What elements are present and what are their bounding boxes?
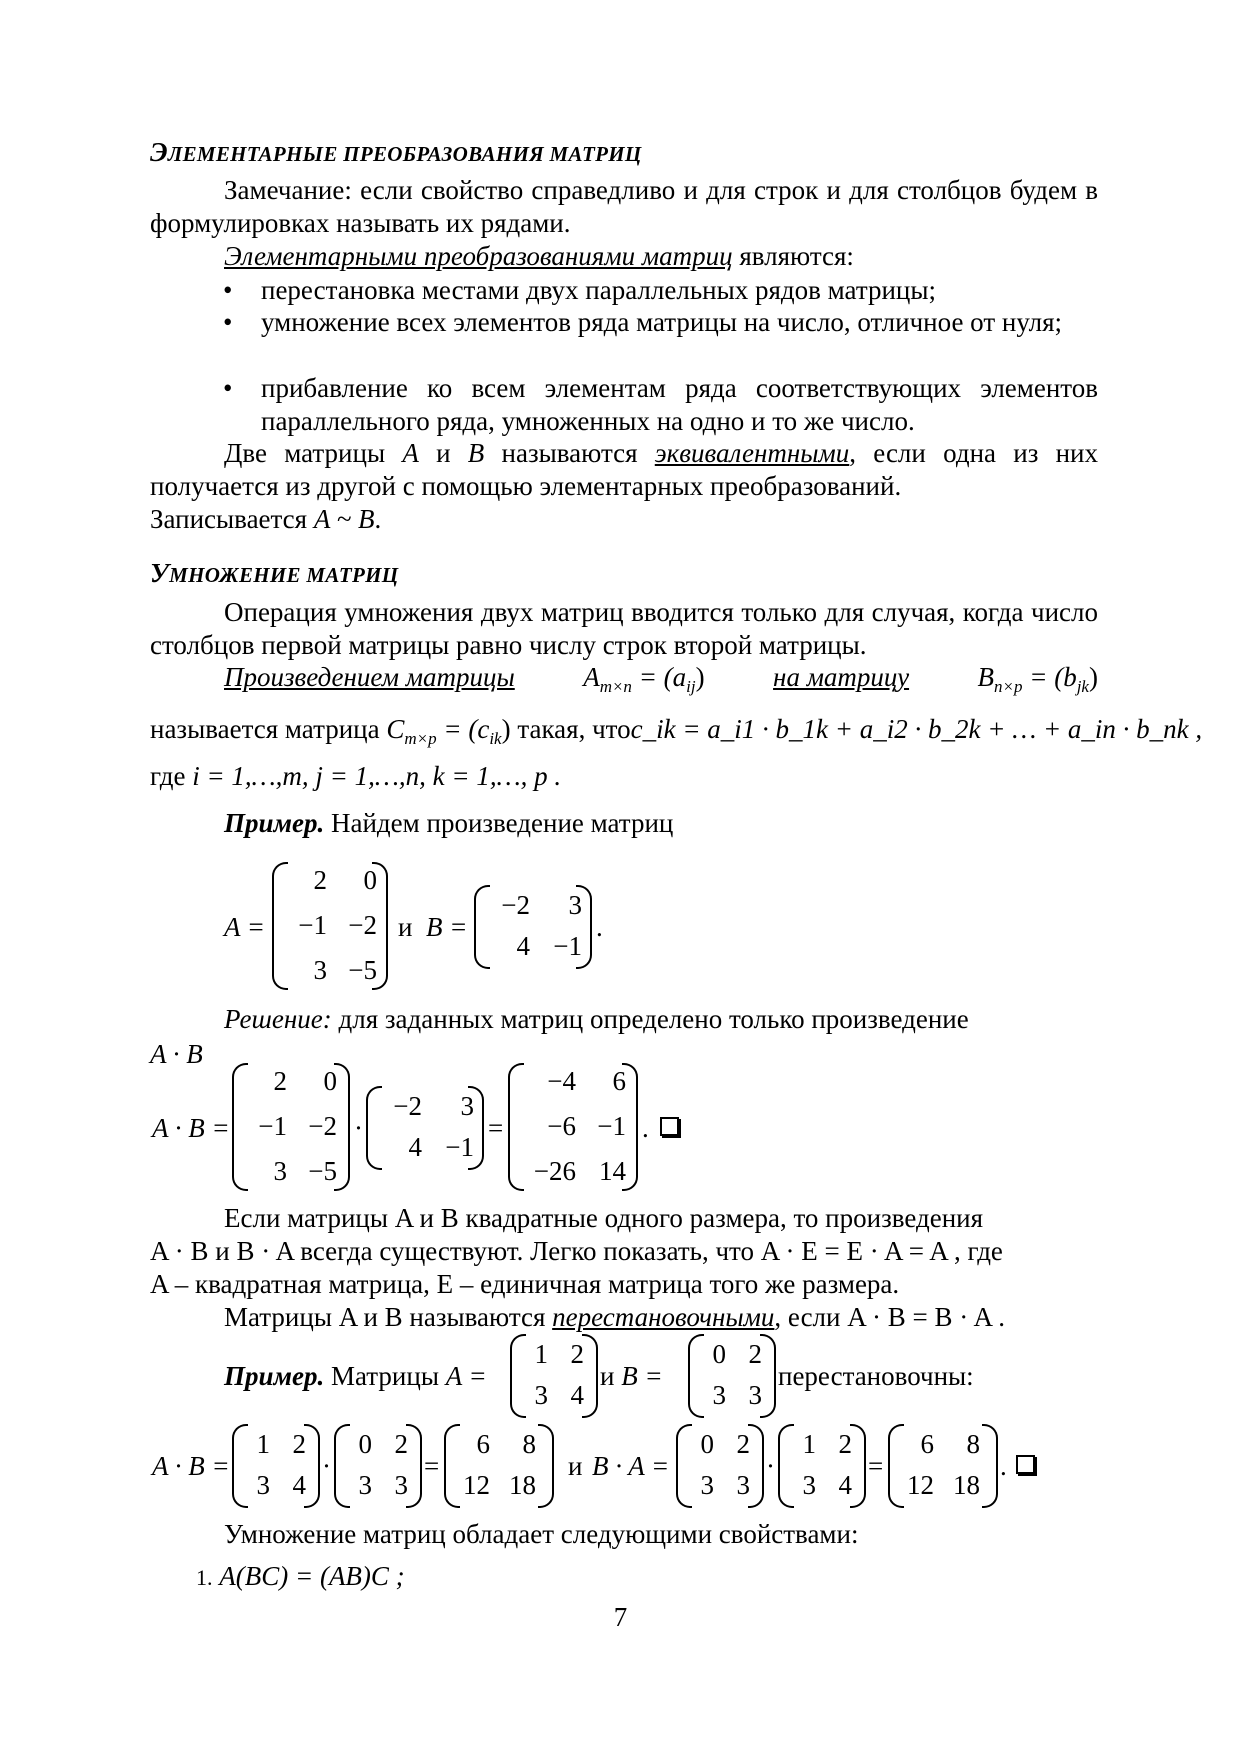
square-paragraph: Если матрицы A и B квадратные одного размера, то произведения (224, 1203, 984, 1233)
matrix-cell: 3 (748, 1380, 762, 1410)
matrix-B2-repeat-2 (676, 1424, 764, 1508)
matrix-cell: 8 (522, 1429, 536, 1459)
equals: = (488, 1113, 504, 1143)
matrix-cell: −2 (393, 1091, 422, 1121)
formula-A: $A_{m\times n} = (a_{ij})$ (583, 662, 705, 696)
property-item-1: 1. A(BC) = (AB)C ; (196, 1561, 405, 1591)
matrix-cell: −26 (533, 1156, 576, 1186)
matrix-cell: 4 (838, 1470, 852, 1500)
matrix-cell: 3 (394, 1470, 408, 1500)
product-definition-line1: Произведением матрицы $A_{m\times n} = (a_{ij})$ на матрицу $B_{n\times p} = (b_{jk})$ (224, 662, 1098, 696)
commute-claim: перестановочны: (778, 1361, 974, 1391)
matrix-cell: −6 (547, 1111, 576, 1141)
matrix-cell: −1 (597, 1111, 626, 1141)
example1-intro: Пример. Найдем произведение матриц (224, 808, 674, 838)
matrix-cell: −5 (348, 955, 377, 985)
solution-product: A · B (150, 1039, 203, 1069)
matrix-cell: −2 (501, 890, 530, 920)
matrix-cell: 3 (736, 1470, 750, 1500)
note-paragraph: Замечание: если свойство справедливо и для строк и для столбцов будем в формулировках называть их рядами. (150, 175, 1099, 238)
equals: = (868, 1451, 884, 1481)
matrix-A2-repeat (232, 1424, 320, 1508)
matrix-B-repeat (366, 1086, 484, 1170)
matrix-cell: 4 (292, 1470, 306, 1500)
matrix-product-AB (444, 1424, 554, 1508)
operation-paragraph: Операция умножения двух матриц вводится только для случая, когда число столбцов первой матрицы равно числу строк второй матрицы. (150, 597, 1098, 660)
conjunction: и (398, 912, 413, 942)
matrix-cell: 3 (802, 1470, 816, 1500)
label-BA: B · A = (592, 1451, 670, 1481)
period: . (1000, 1451, 1007, 1481)
matrix-cell: 18 (509, 1470, 536, 1500)
matrix-cell: 3 (700, 1470, 714, 1500)
matrix-cell: 0 (358, 1429, 372, 1459)
qed-icon (660, 1112, 679, 1145)
matrix-cell: 0 (323, 1066, 337, 1096)
equals: = (424, 1451, 440, 1481)
qed-icon (1016, 1450, 1035, 1483)
matrix-cell: 12 (907, 1470, 934, 1500)
matrix-cell: 3 (460, 1091, 474, 1121)
matrix-cell: 2 (838, 1429, 852, 1459)
label-AB2: A · B = (152, 1451, 230, 1481)
conjunction-and: и B = (600, 1361, 663, 1391)
matrix-cell: 2 (736, 1429, 750, 1459)
matrix-cell: 4 (408, 1132, 422, 1162)
matrix-cell: 18 (953, 1470, 980, 1500)
matrix-result (508, 1063, 638, 1191)
matrix-cell: −1 (258, 1111, 287, 1141)
matrix-cell: 2 (273, 1066, 287, 1096)
matrix-cell: −1 (298, 910, 327, 940)
matrix-A2-repeat-2 (778, 1424, 866, 1508)
label-AB: A · B = (152, 1113, 230, 1143)
matrix-cell: 3 (256, 1470, 270, 1500)
matrix-cell: 6 (476, 1429, 490, 1459)
matrix-cell: 0 (700, 1429, 714, 1459)
matrix-cell: 3 (358, 1470, 372, 1500)
matrix-cell: 0 (363, 865, 377, 895)
section-title-elementary: ЭЛЕМЕНТАРНЫЕ ПРЕОБРАЗОВАНИЯ МАТРИЦ (150, 137, 642, 167)
formula-B: $B_{n\times p} = (b_{jk})$ (977, 662, 1098, 696)
definition-elementary: Элементарными преобразованиями матриц являются: (224, 241, 854, 271)
section-title-multiplication: УМНОЖЕНИЕ МАТРИЦ (150, 558, 399, 588)
matrix-cell: −4 (547, 1066, 576, 1096)
matrix-cell: −1 (445, 1132, 474, 1162)
matrix-cell: 1 (256, 1429, 270, 1459)
index-ranges: где i = 1,…,m, j = 1,…,n, k = 1,…, p . (150, 761, 562, 791)
document-page: ЭЛЕМЕНТАРНЫЕ ПРЕОБРАЗОВАНИЯ МАТРИЦ Замечание: если свойство справедливо и для строк и для столбцов будем в формулировках называть их рядами. Элементарными преобразованиями матриц являются: • перестановка местами двух параллельных рядов матрицы; • умножение всех элементов ряда матрицы на число, отличное от нуля; • прибавление ко всем элементам ряда соответствующих элементов параллельного ряда, умноженных на одно и то же число. Две матрицы A и B называются эквивалентными, если одна из них получается из другой с помощью элементарных преобразований. Записывается A ~ B. УМНОЖЕНИЕ МАТРИЦ Операция умножения двух матриц вводится только для случая, когда число столбцов первой матрицы равно числу строк второй матрицы. Произведением матрицы $A_{m\times n} = (a_{ij})$ на матрицу $B_{n\times p} = (b_{jk})$ называется матрица $C_{m\times p} = (c_{ik})$ такая, что c_ik = a_i1 · b_1k + a_i2 · b_2k + … + a_in · b_nk , где i = 1,…,m, j = 1,…,n, k = 1,…, p . Пример. Найдем произведение матриц A = 2 0 −1 −2 3 −5 и B = −2 3 4 −1 . Решение: для заданных матриц определено только произведение A · B A · B = 2 0 −1 −2 3 −5 · −2 3 4 −1 = −4 6 −6 −1 −26 14 . Если матрицы A и B квадратные одного размера, то произведения A · B и B · A всегда существуют. Легко показать, что A · E = E · A = A , где A – квадратная матрица, E – единичная матрица того же размера. Матрицы A и B называются перестановочными, если A · B = B · A . Пример. Матрицы A = 1 2 3 4 и B = 0 2 3 3 перестановочны: A · B = 1 2 3 4 · 0 2 3 3 = 6 8 12 18 и B · A = 0 2 3 3 · 1 2 3 4 = 6 8 12 18 . Умножение матриц обладает следующими свойствами: 1. A(BC) = (AB)C ; 7 (0, 0, 1241, 1755)
label-B: B = (426, 912, 468, 942)
matrix-cell: 3 (313, 955, 327, 985)
matrix-cell: 1 (802, 1429, 816, 1459)
matrix-cell: 14 (599, 1156, 626, 1186)
matrix-cell: 6 (612, 1066, 626, 1096)
matrix-cell: −5 (308, 1156, 337, 1186)
matrix-cell: 2 (748, 1339, 762, 1369)
conjunction: и (568, 1451, 583, 1481)
label-A: A = (224, 912, 265, 942)
solution-paragraph: Решение: для заданных матриц определено только произведение (224, 1004, 969, 1034)
matrix-cell: 8 (966, 1429, 980, 1459)
page-number: 7 (613, 1602, 628, 1632)
matrix-cell: 2 (394, 1429, 408, 1459)
equivalence-notation: Записывается A ~ B. (150, 504, 382, 534)
matrix-cell: 12 (463, 1470, 490, 1500)
matrix-product-BA (888, 1424, 998, 1508)
matrix-cell: 3 (568, 890, 582, 920)
matrix-cell: 1 (534, 1339, 548, 1369)
matrix-A-repeat (232, 1063, 350, 1191)
dot-operator: · (354, 1113, 363, 1143)
period: . (642, 1113, 649, 1143)
matrix-B2 (688, 1334, 776, 1418)
matrix-cell: 3 (534, 1380, 548, 1410)
matrix-cell: 6 (920, 1429, 934, 1459)
matrix-cell: 4 (516, 931, 530, 961)
matrix-cell: −2 (348, 910, 377, 940)
matrix-A (272, 862, 388, 990)
matrix-B2-repeat (334, 1424, 422, 1508)
example2-intro: Пример. Матрицы A = (224, 1361, 487, 1391)
matrix-B (474, 885, 592, 969)
dot-operator: · (766, 1451, 775, 1481)
matrix-cell: 3 (712, 1380, 726, 1410)
matrix-cell: −1 (553, 931, 582, 961)
dot-operator: · (322, 1451, 331, 1481)
matrix-cell: 0 (712, 1339, 726, 1369)
matrix-cell: −2 (308, 1111, 337, 1141)
matrix-A2 (510, 1334, 598, 1418)
square-line2: A · B и B · A всегда существуют. Легко показать, что A · E = E · A = A , где (150, 1236, 1003, 1266)
matrix-cell: 2 (292, 1429, 306, 1459)
product-definition-line2: называется матрица $C_{m\times p} = (c_{ik})$ такая, что c_ik = a_i1 · b_1k + a_i2 · b_2k + … + a_in · b_nk , (150, 714, 1203, 748)
matrix-cell: 3 (273, 1156, 287, 1186)
equivalence-paragraph: Две матрицы A и B называются эквивалентными, если одна из них получается из другой с помощью элементарных преобразований. (150, 438, 1099, 501)
matrix-cell: 4 (570, 1380, 584, 1410)
properties-intro: Умножение матриц обладает следующими свойствами: (224, 1519, 859, 1549)
period: . (596, 912, 603, 942)
matrix-cell: 2 (570, 1339, 584, 1369)
square-line3: A – квадратная матрица, E – единичная матрица того же размера. (150, 1269, 900, 1299)
commute-definition: Матрицы A и B называются перестановочными, если A · B = B · A . (224, 1302, 1005, 1332)
matrix-cell: 2 (313, 865, 327, 895)
